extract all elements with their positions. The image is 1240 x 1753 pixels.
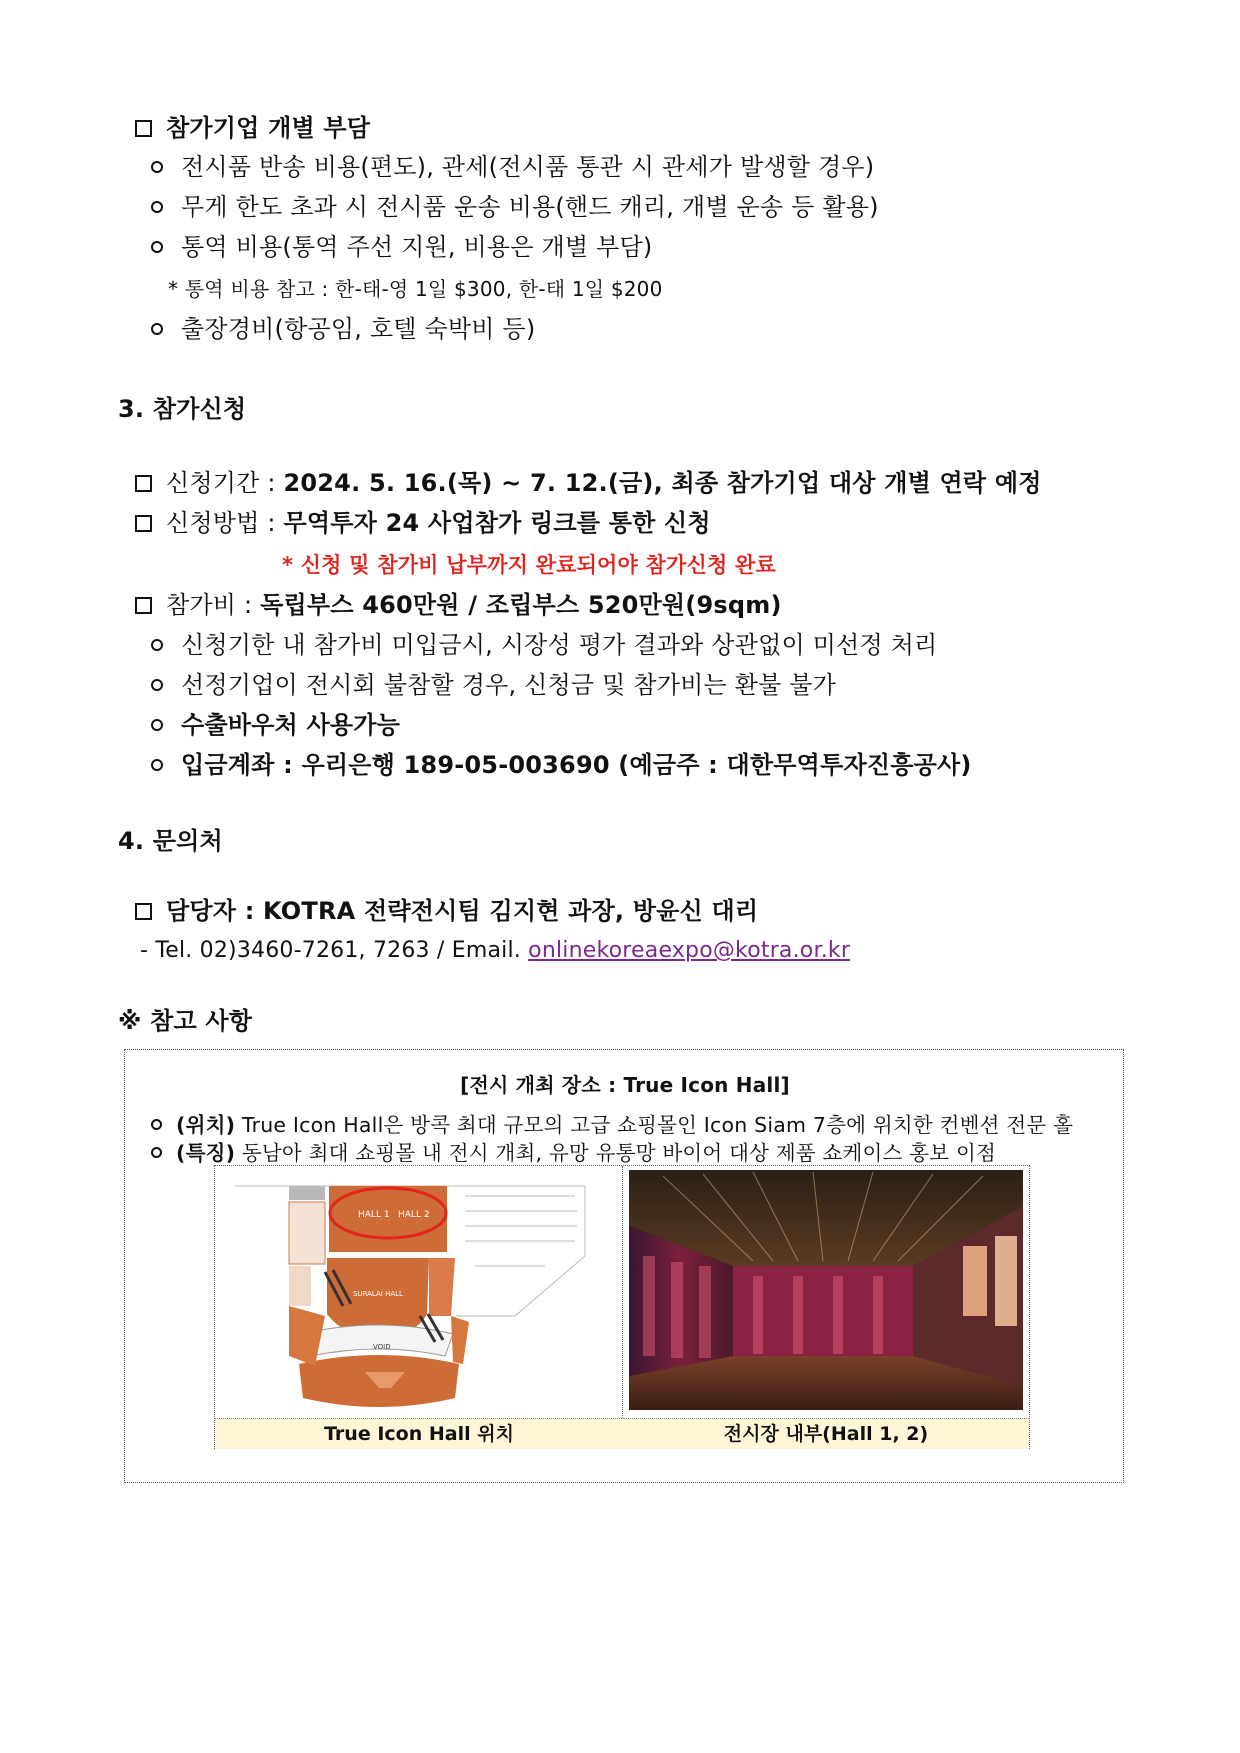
- venue-location: (위치) True Icon Hall은 방콕 최대 규모의 고급 쇼핑몰인 Icon Siam 7층에 위치한 컨벤션 전문 홀: [151, 1110, 1073, 1140]
- map-label-hall2: HALL 2: [398, 1210, 430, 1220]
- map-label-void: VOID: [373, 1343, 391, 1351]
- application-method: 신청방법 : 무역투자 24 사업참가 링크를 통한 신청: [135, 508, 711, 538]
- participation-fee: 참가비 : 독립부스 460만원 / 조립부스 520만원(9sqm): [135, 590, 782, 620]
- caption-hall-interior: 전시장 내부(Hall 1, 2): [623, 1418, 1029, 1449]
- checkbox-square-icon: [135, 515, 152, 532]
- hall-interior-image: [623, 1166, 1029, 1416]
- burden-item-1: 전시품 반송 비용(편도), 관세(전시품 통관 시 관세가 발생할 경우): [151, 152, 874, 182]
- application-method-note: * 신청 및 참가비 납부까지 완료되어야 참가신청 완료: [282, 553, 776, 577]
- map-label-center-hall: SURALAI HALL: [353, 1290, 403, 1298]
- circle-bullet-icon: [151, 639, 163, 651]
- floor-map-cell: [215, 1166, 623, 1418]
- circle-bullet-icon: [151, 759, 163, 771]
- export-voucher: 수출바우처 사용가능: [151, 710, 400, 740]
- contact-tel-email: - Tel. 02)3460-7261, 7263 / Email. onlinekoreaexpo@kotra.or.kr: [140, 938, 851, 963]
- circle-bullet-icon: [151, 679, 163, 691]
- circle-bullet-icon: [151, 201, 163, 213]
- interpreter-cost-note: * 통역 비용 참고 : 한-태-영 1일 $300, 한-태 1일 $200: [168, 277, 663, 301]
- circle-bullet-icon: [151, 161, 163, 173]
- checkbox-square-icon: [135, 903, 152, 920]
- burden-item-3: 통역 비용(통역 주선 지원, 비용은 개별 부담): [151, 232, 652, 262]
- circle-bullet-icon: [151, 1147, 162, 1158]
- circle-bullet-icon: [151, 1119, 162, 1130]
- fee-item-2: 선정기업이 전시회 불참할 경우, 신청금 및 참가비는 환불 불가: [151, 670, 836, 700]
- caption-hall-location: True Icon Hall 위치: [215, 1418, 624, 1449]
- contact-person: 담당자 : KOTRA 전략전시팀 김지현 과장, 방윤신 대리: [135, 896, 758, 926]
- hall-photo-cell: [623, 1166, 1029, 1418]
- venue-feature: (특징) 동남아 최대 쇼핑몰 내 전시 개최, 유망 유통망 바이어 대상 제품 쇼케이스 홍보 이점: [151, 1138, 996, 1168]
- venue-image-table: [214, 1165, 1030, 1449]
- circle-bullet-icon: [151, 323, 163, 335]
- burden-item-4: 출장경비(항공임, 호텔 숙박비 등): [151, 314, 535, 344]
- application-period: 신청기간 : 2024. 5. 16.(목) ~ 7. 12.(금), 최종 참가기업 대상 개별 연락 예정: [135, 468, 1042, 498]
- burden-title: 참가기업 개별 부담: [135, 113, 370, 143]
- circle-bullet-icon: [151, 719, 163, 731]
- floor-map-image: [215, 1166, 621, 1416]
- bank-account: 입금계좌 : 우리은행 189-05-003690 (예금주 : 대한무역투자진흥공사): [151, 750, 972, 780]
- checkbox-square-icon: [135, 120, 152, 137]
- venue-title: [전시 개최 장소 : True Icon Hall]: [460, 1073, 790, 1097]
- fee-item-1: 신청기한 내 참가비 미입금시, 시장성 평가 결과와 상관없이 미선정 처리: [151, 630, 937, 660]
- checkbox-square-icon: [135, 597, 152, 614]
- map-label-hall1: HALL 1: [358, 1210, 390, 1220]
- email-link[interactable]: onlinekoreaexpo@kotra.or.kr: [528, 938, 851, 963]
- burden-item-2: 무게 한도 초과 시 전시품 운송 비용(핸드 캐리, 개별 운송 등 활용): [151, 192, 879, 222]
- checkbox-square-icon: [135, 475, 152, 492]
- circle-bullet-icon: [151, 241, 163, 253]
- reference-heading: ※ 참고 사항: [118, 1007, 253, 1035]
- section3-heading: 3. 참가신청: [118, 395, 247, 423]
- section4-heading: 4. 문의처: [118, 827, 223, 855]
